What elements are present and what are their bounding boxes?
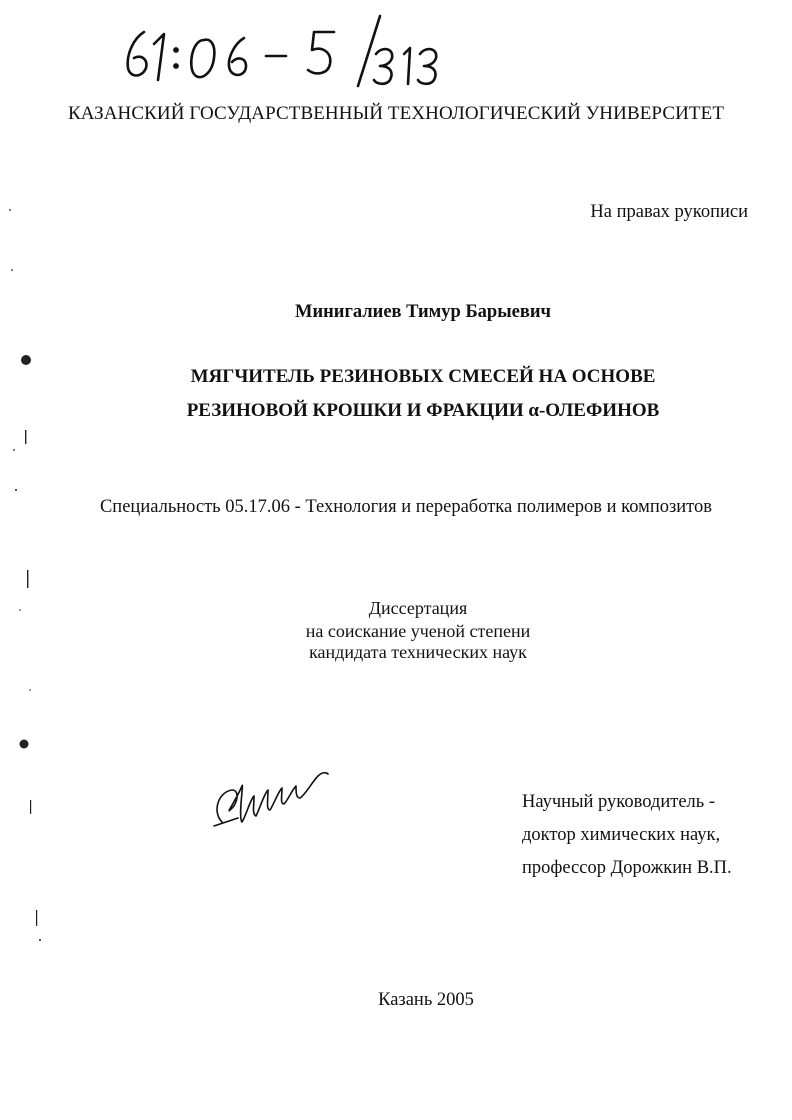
specialty-line: Специальность 05.17.06 - Технология и переработка полимеров и композитов	[99, 497, 713, 517]
supervisor-name: профессор Дорожкин В.П.	[522, 858, 732, 878]
degree-purpose: на соискание ученой степени	[305, 621, 531, 641]
degree-name: кандидата технических наук	[309, 642, 527, 662]
supervisor-label: Научный руководитель -	[522, 792, 715, 812]
city-year: Казань 2005	[378, 990, 474, 1010]
manuscript-rights-note: На правах рукописи	[590, 202, 748, 222]
university-name: КАЗАНСКИЙ ГОСУДАРСТВЕННЫЙ ТЕХНОЛОГИЧЕСКИЙ УНИВЕРСИТЕТ	[67, 103, 725, 124]
handwritten-archive-code	[118, 10, 458, 88]
thesis-title-line-2: РЕЗИНОВОЙ КРОШКИ И ФРАКЦИИ α-ОЛЕФИНОВ	[186, 400, 660, 421]
author-signature	[208, 760, 338, 830]
author-name: Минигалиев Тимур Барыевич	[295, 302, 551, 322]
dissertation-label: Диссертация	[368, 598, 468, 618]
supervisor-degree: доктор химических наук,	[522, 825, 721, 845]
scan-edge-artifacts	[0, 150, 50, 970]
thesis-title-line-1: МЯГЧИТЕЛЬ РЕЗИНОВЫХ СМЕСЕЙ НА ОСНОВЕ	[190, 366, 656, 387]
